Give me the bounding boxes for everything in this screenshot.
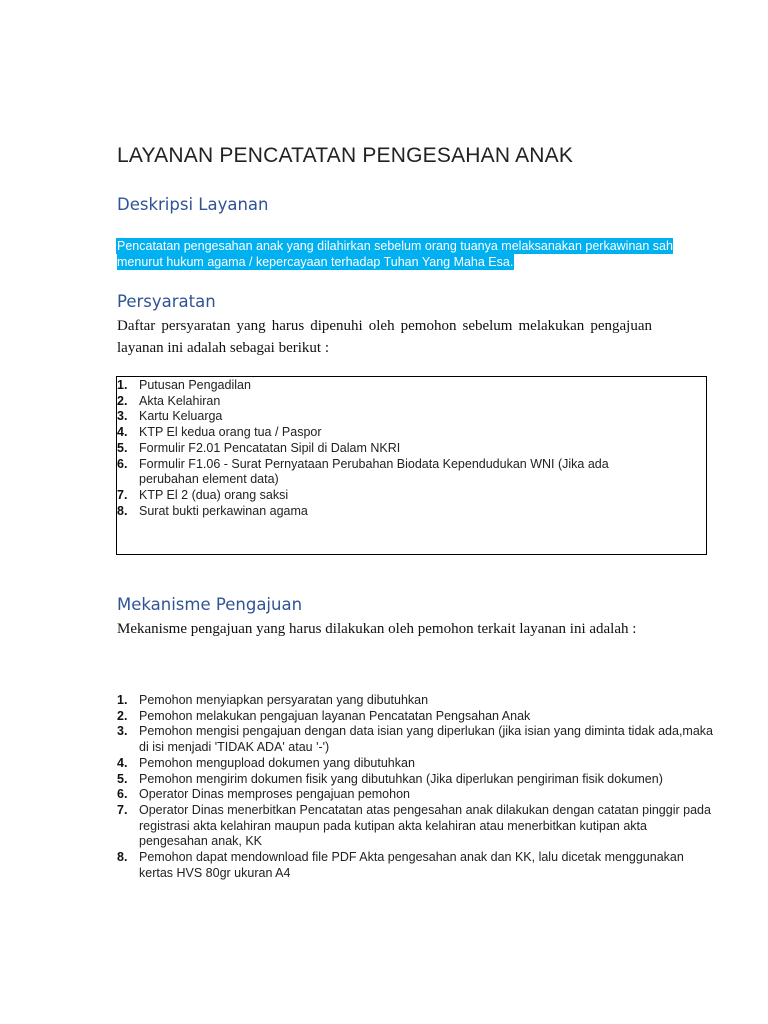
mechanism-step xyxy=(117,756,717,772)
list-item-text: Formulir F2.01 Pencatatan Sipil di Dalam NKRI xyxy=(139,440,401,455)
mechanism-step xyxy=(117,803,717,850)
mechanism-step xyxy=(117,724,717,755)
list-item-number: 6. xyxy=(117,787,128,802)
list-item-text: Operator Dinas memproses pengajuan pemohon xyxy=(139,787,410,802)
description-heading: Deskripsi Layanan xyxy=(117,195,269,214)
requirements-intro: Daftar persyaratan yang harus dipenuhi oleh pemohon sebelum melakukan pengajuan layanan ini adalah sebagai berikut : xyxy=(117,318,652,356)
requirement-item xyxy=(117,378,657,394)
list-item-text: Pemohon dapat mendownload file PDF Akta pengesahan anak dan KK, lalu dicetak menggunakan kertas HVS 80gr ukuran A4 xyxy=(139,850,684,880)
list-item-number: 1. xyxy=(117,378,128,392)
mechanism-step xyxy=(117,787,717,803)
list-item-number: 3. xyxy=(117,724,128,739)
list-item-text: KTP El kedua orang tua / Paspor xyxy=(139,425,322,440)
list-item-text: Akta Kelahiran xyxy=(139,393,221,408)
list-item-number: 2. xyxy=(117,393,128,408)
mechanism-heading: Mekanisme Pengajuan xyxy=(117,595,303,614)
requirement-item xyxy=(117,409,657,425)
list-item-text: Pemohon melakukan pengajuan layanan Pencatatan Pengsahan Anak xyxy=(139,708,531,723)
list-item-text: Pemohon mengirim dokumen fisik yang dibutuhkan (Jika diperlukan pengiriman fisik dokumen) xyxy=(139,771,663,786)
mechanism-step xyxy=(117,709,717,725)
mechanism-list xyxy=(117,693,717,881)
list-item-text: Surat bukti perkawinan agama xyxy=(139,503,308,518)
list-item-number: 8. xyxy=(117,850,128,865)
list-item-number: 5. xyxy=(117,771,128,786)
requirement-item xyxy=(117,441,657,457)
document-title: LAYANAN PENCATATAN PENGESAHAN ANAK xyxy=(117,144,574,167)
list-item-number: 1. xyxy=(117,693,128,707)
list-item-number: 3. xyxy=(117,409,128,424)
requirement-item xyxy=(117,488,657,504)
mechanism-step xyxy=(117,850,717,881)
list-item-text: KTP El 2 (dua) orang saksi xyxy=(139,487,289,502)
list-item-number: 6. xyxy=(117,456,128,471)
requirement-item xyxy=(117,425,657,441)
list-item-text: Formulir F1.06 - Surat Pernyataan Perubahan Biodata Kependudukan WNI (Jika ada perubahan element data) xyxy=(139,456,609,487)
requirements-list xyxy=(117,378,657,519)
list-item-number: 4. xyxy=(117,425,128,440)
highlighted-text: Pencatatan pengesahan anak yang dilahirkan sebelum orang tuanya melaksanakan perkawinan sah menurut hukum agama / kepercayaan terhadap Tuhan Yang Maha Esa. xyxy=(117,239,673,269)
mechanism-intro: Mekanisme pengajuan yang harus dilakukan oleh pemohon terkait layanan ini adalah : xyxy=(117,621,637,637)
list-item-number: 7. xyxy=(117,802,128,817)
list-item-number: 4. xyxy=(117,755,128,770)
requirement-item xyxy=(117,457,657,488)
list-item-text: Pemohon mengisi pengajuan dengan data isian yang diperlukan (jika isian yang diminta tidak ada,maka di isi menjadi 'TIDAK ADA' atau '-') xyxy=(139,724,713,755)
requirement-item xyxy=(117,394,657,410)
list-item-text: Putusan Pengadilan xyxy=(139,378,251,392)
list-item-text: Pemohon mengupload dokumen yang dibutuhkan xyxy=(139,755,415,770)
list-item-text: Operator Dinas menerbitkan Pencatatan atas pengesahan anak dilakukan dengan catatan pinggir pada registrasi akta kelahiran maupun pada kutipan akta kelahiran atau menerbitkan kutipan akta pengesahan anak, KK xyxy=(139,802,711,849)
requirement-item xyxy=(117,504,657,520)
list-item-text: Kartu Keluarga xyxy=(139,409,223,424)
mechanism-step xyxy=(117,772,717,788)
list-item-number: 2. xyxy=(117,708,128,723)
list-item-text: Pemohon menyiapkan persyaratan yang dibutuhkan xyxy=(139,693,429,707)
requirements-heading: Persyaratan xyxy=(117,292,216,311)
list-item-number: 7. xyxy=(117,487,128,502)
description-text xyxy=(117,238,707,270)
list-item-number: 8. xyxy=(117,503,128,518)
list-item-number: 5. xyxy=(117,440,128,455)
mechanism-step xyxy=(117,693,717,709)
